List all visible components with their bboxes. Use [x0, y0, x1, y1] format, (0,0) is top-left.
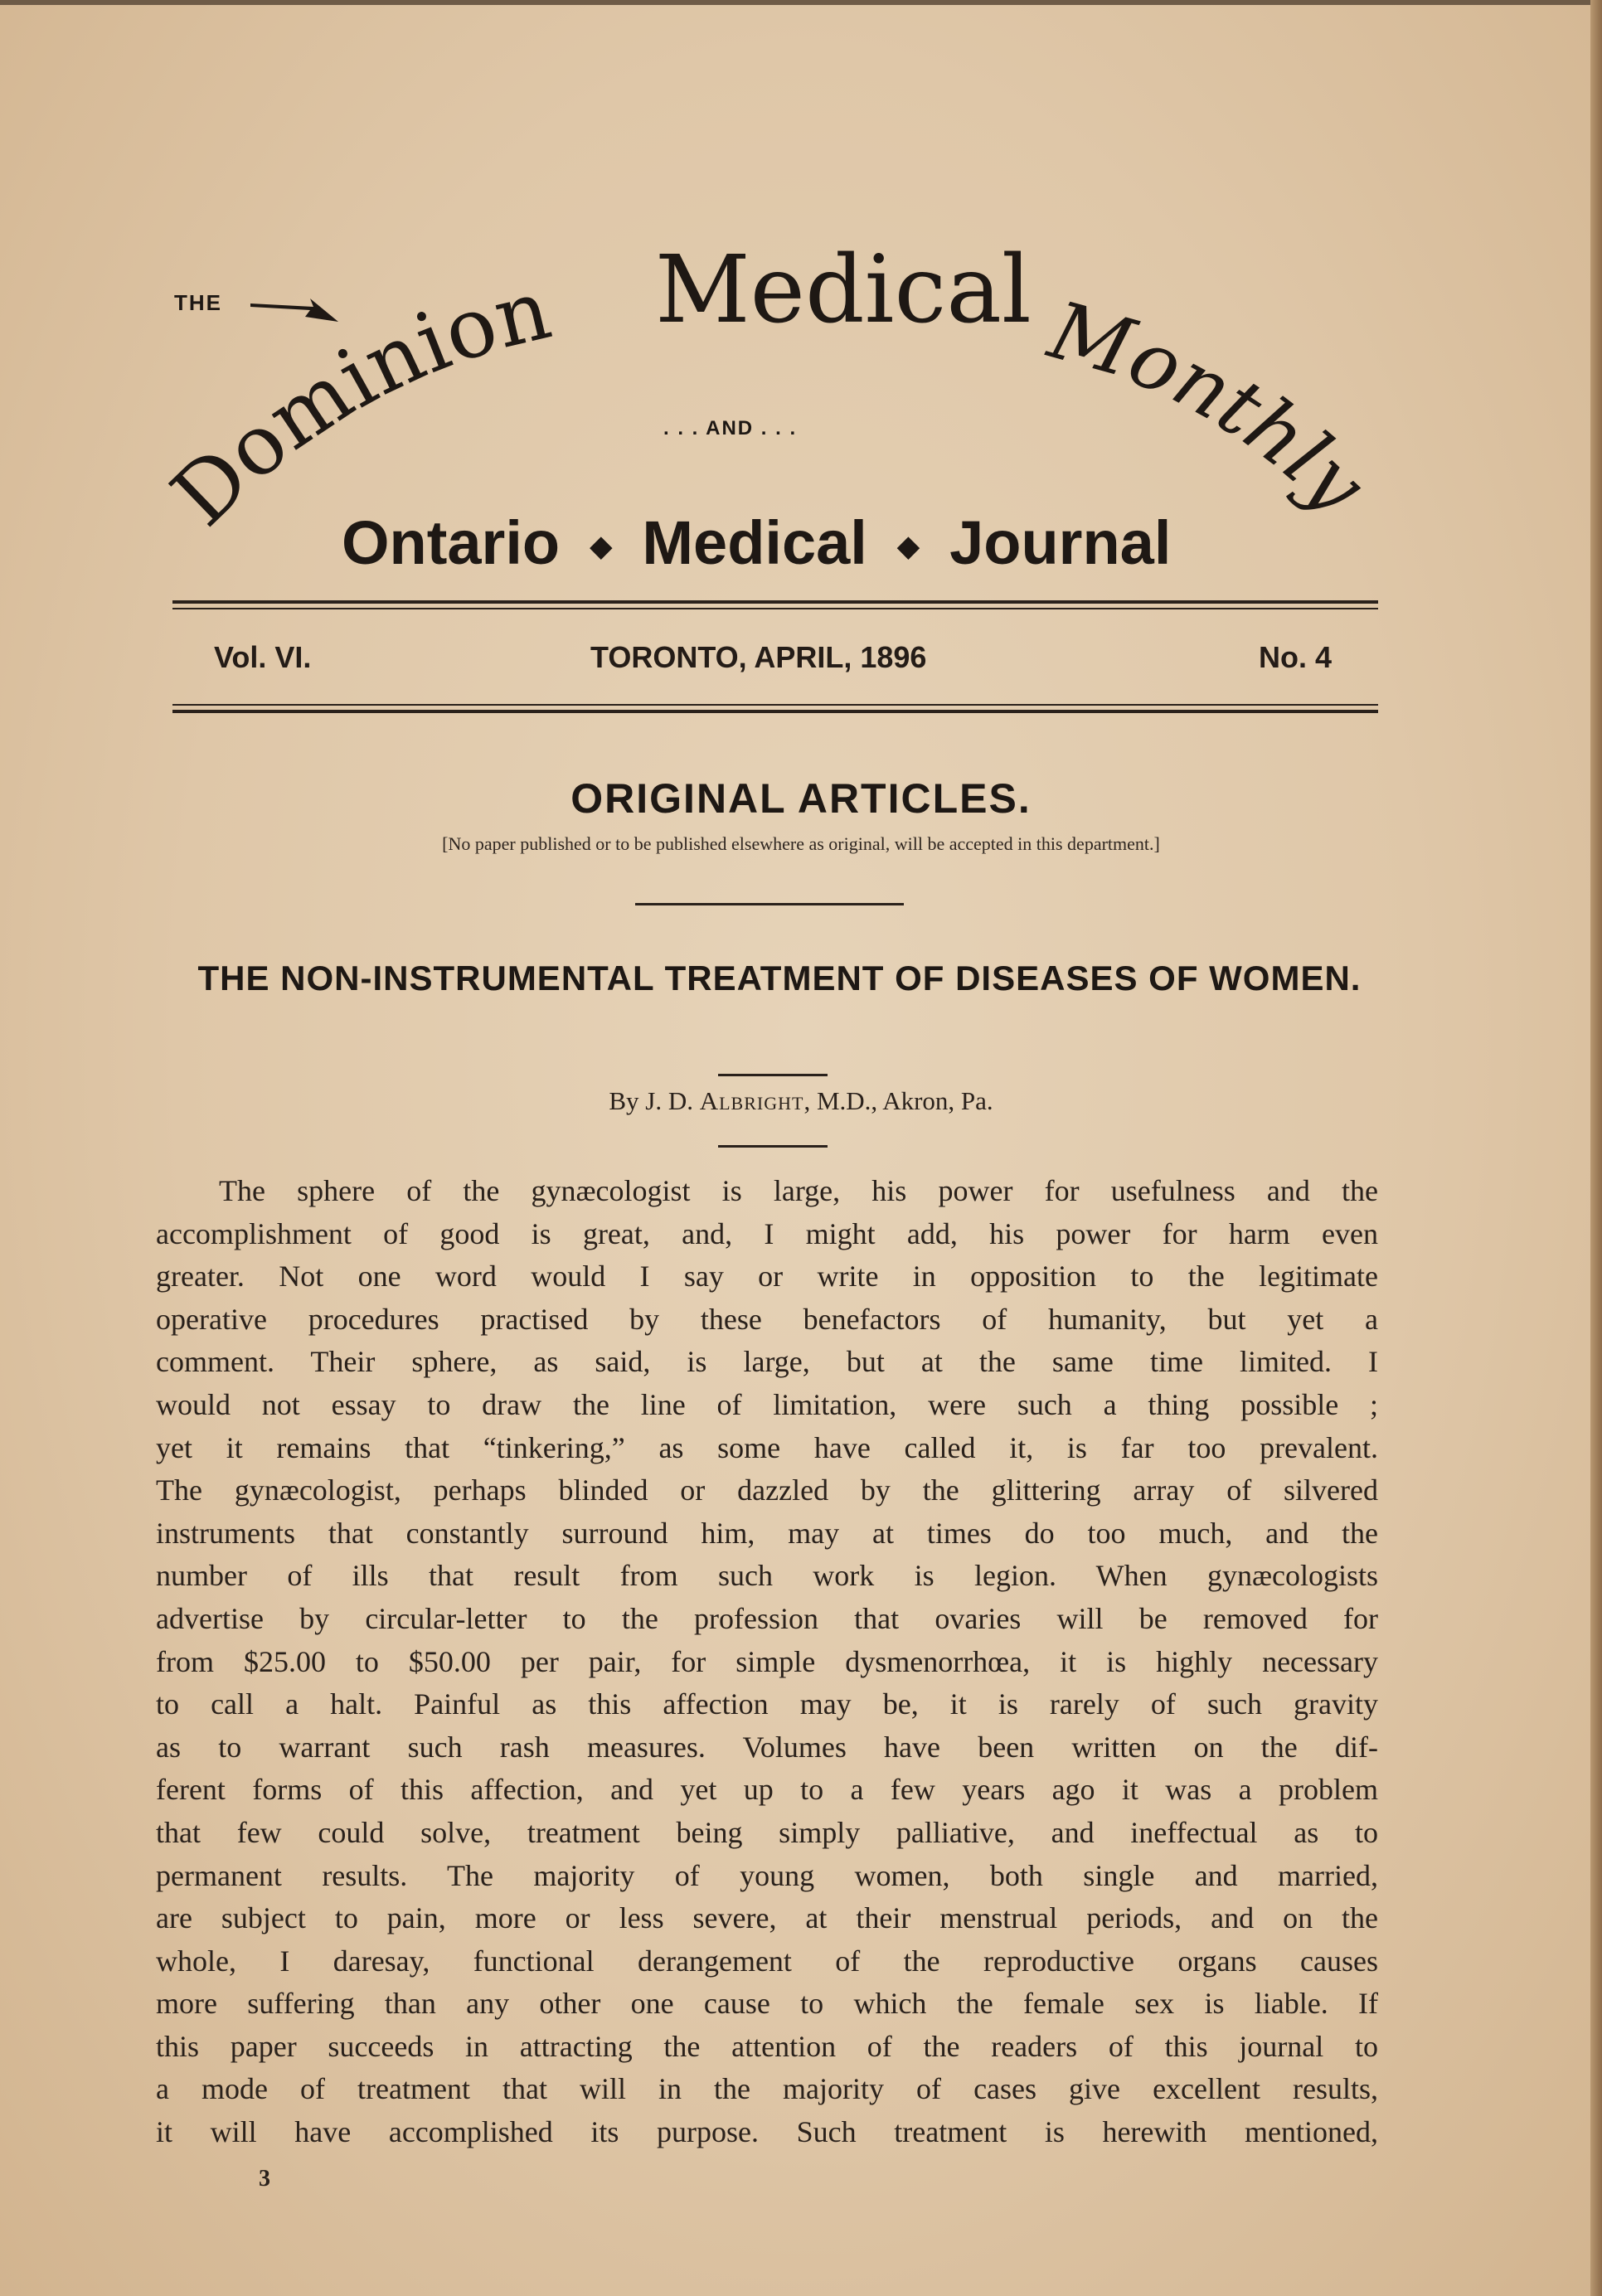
body-line: that few could solve, treatment being simply palliative, and ineffectual as to: [156, 1815, 1378, 1849]
byline-prefix: By J. D.: [609, 1086, 693, 1115]
body-line: as to warrant such rash measures. Volumes have been written on the dif-: [156, 1730, 1378, 1764]
body-line: ferent forms of this affection, and yet up to a few years ago it was a problem: [156, 1773, 1378, 1807]
page-number: 3: [259, 2166, 270, 2192]
masthead-rule-thick: [172, 600, 1378, 604]
issue-rule-thin: [172, 704, 1378, 706]
article-title: THE NON-INSTRUMENTAL TREATMENT OF DISEASES OF WOMEN.: [197, 959, 1362, 998]
body-line: greater. Not one word would I say or write in opposition to the legitimate: [156, 1260, 1378, 1294]
body-line: operative procedures practised by these benefactors of humanity, but yet a: [156, 1302, 1378, 1336]
masthead-the: THE: [174, 290, 222, 315]
body-line: are subject to pain, more or less severe, at their menstrual periods, and on the: [156, 1901, 1378, 1935]
body-line: number of ills that result from such work is legion. When gynæcologists: [156, 1559, 1378, 1593]
masthead-rule-thin: [172, 608, 1378, 609]
article-body: [156, 1170, 1378, 2154]
body-line: advertise by circular-letter to the profession that ovaries will be removed for: [156, 1601, 1378, 1635]
masthead-journal: Journal: [949, 508, 1172, 577]
masthead-journal-medical: Medical: [642, 508, 867, 577]
article-byline: [0, 1086, 1602, 1116]
byline-divider: [718, 1145, 828, 1148]
title-divider: [718, 1074, 828, 1076]
masthead-dominion: Dominion: [153, 260, 560, 545]
body-line: The sphere of the gynæcologist is large, his power for usefulness and the: [219, 1174, 1378, 1207]
issue-rule-thick: [172, 710, 1378, 713]
body-line: permanent results. The majority of young women, both single and married,: [156, 1858, 1378, 1892]
body-line: this paper succeeds in attracting the attention of the readers of this journal to: [156, 2029, 1378, 2063]
body-line: instruments that constantly surround him, may at times do too much, and the: [156, 1516, 1378, 1550]
masthead-medical: Medical: [655, 236, 1032, 344]
body-line: whole, I daresay, functional derangement of the reproductive organs causes: [156, 1944, 1378, 1978]
body-line: from $25.00 to $50.00 per pair, for simple dysmenorrhœa, it is highly necessary: [156, 1644, 1378, 1678]
masthead-monthly: Monthly: [1040, 284, 1383, 532]
body-line: The gynæcologist, perhaps blinded or dazzled by the glittering array of silvered: [156, 1473, 1378, 1507]
masthead-ontario: Ontario: [342, 508, 561, 577]
diamond-separator-icon: ◆: [590, 531, 612, 562]
masthead-ontario-medical-journal: [342, 507, 1171, 578]
body-line: more suffering than any other one cause to which the female sex is liable. If: [156, 1987, 1378, 2021]
diamond-separator-icon-2: ◆: [897, 531, 920, 562]
body-line: a mode of treatment that will in the majority of cases give excellent results,: [156, 2072, 1378, 2106]
body-line: accomplishment of good is great, and, I might add, his power for harm even: [156, 1216, 1378, 1250]
body-line: it will have accomplished its purpose. Such treatment is herewith mentioned,: [156, 2115, 1378, 2149]
body-line: comment. Their sphere, as said, is large, but at the same time limited. I: [156, 1345, 1378, 1379]
masthead-and: . . . AND . . .: [663, 417, 798, 439]
section-divider: [635, 903, 904, 905]
byline-author: Albright: [699, 1086, 804, 1115]
byline-suffix: , M.D., Akron, Pa.: [803, 1086, 993, 1115]
volume-label: Vol. VI.: [214, 640, 312, 674]
section-heading: ORIGINAL ARTICLES.: [570, 775, 1032, 822]
body-line: to call a halt. Painful as this affection may be, it is rarely of such gravity: [156, 1687, 1378, 1721]
body-line: yet it remains that “tinkering,” as some have called it, is far too prevalent.: [156, 1430, 1378, 1464]
issue-place-date: TORONTO, APRIL, 1896: [590, 640, 927, 674]
section-note: [No paper published or to be published elsewhere as original, will be accepted in this department.]: [442, 833, 1160, 854]
body-line: would not essay to draw the line of limitation, were such a thing possible ;: [156, 1387, 1378, 1421]
issue-number: No. 4: [1259, 640, 1333, 674]
